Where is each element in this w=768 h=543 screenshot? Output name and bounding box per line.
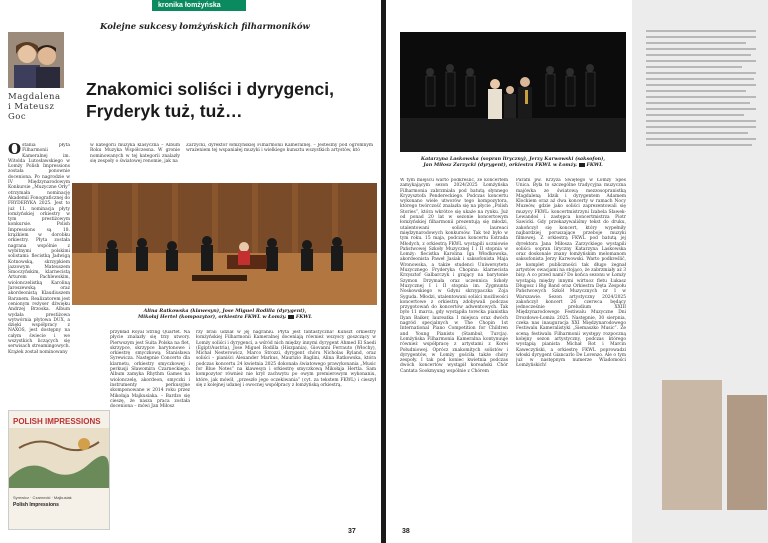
- camera-icon: [288, 315, 294, 319]
- caption-1-line-1: Alina Ratkowska (klawesyn), Jose Miguel Rodilla (dyrygent),: [143, 308, 307, 314]
- album-cover-subtitle: Syrewicz · Czarnecki · Majkusiak: [13, 495, 72, 500]
- caption-2-line-2: Jan Miłosz Zarzycki (dyrygent), orkiestra FKWL w Łomży.: [423, 162, 578, 168]
- section-tag: kronika łomżyńska: [152, 0, 246, 11]
- body-column-3: Zarzycki, dyrektor łomżyńskiej Filharmonii Kameralnej. – Jesteśmy pod ogromnym wrażeniem tej wspaniałej muzyki i wielkiego kunsztu wszystkich artystów, któ: [186, 143, 373, 154]
- drop-cap: O: [8, 143, 22, 158]
- author-photo: [8, 32, 64, 88]
- title-line-1: Znakomici soliści i dyrygenci,: [86, 79, 335, 99]
- author-last: Goc: [8, 112, 27, 122]
- caption-photo-1: [110, 308, 340, 320]
- photo-concert-orchestra: [400, 32, 626, 152]
- body-column-1: [8, 143, 70, 408]
- next-page-edge: [632, 0, 768, 543]
- album-cover-footer: Polish Impressions: [13, 502, 59, 508]
- caption-photo-2: [400, 156, 626, 168]
- left-page: [0, 0, 381, 543]
- body-column-6: W tym miejscu warto podkreślić, że koncertem zamykającym sezon 2024/2025 Łomżyńska Filharmonia zabrzmiała pod batutą słynnego Kryzysztofa Pendereckiego. Podczas koncertu wykonano wiele utworów tego kompozytora, którego twórczość znalazła się na płycie „Polish Stories”, która wkrótce się ukaże na rynku. Już od ponad 20 lat w sezonie koncertowym łomżyńskiej filharmonii prezentują się młodzi, utalentowani soliści, laureaci międzynarodowych konkursów. Tak też było w tym roku. 15 maja, podczas koncertu Estrada Młodych, z orkiestrą FKWL wystąpili uczniowie Państwowej Szkoły Muzycznej I i II stopnia w Łomży: flecistka Karolina Iga Włodkowska, akordeonista Paweł Jasiak i saksofonista Maja Wronowska, a także studenci Uniwersytetu Muzycznego Fryderyka Chopina: klarnecista Krzysztof Galbarczyk i grający na barytonie Szymon Drzymała oraz uczennica Szkoły Muzycznej I i II stopnia im. Zygmunta Noskowskiego w Gdyni skrzypaczka Zoja Syguda. Młodzi, utalentowani soliści możliwości koncertowe z orkiestrą zdobywali podczas przygotowań do koncertów adwentowych. Tak było 11 marca, gdy wystąpiła torecka pianistka Ilyan Baiker, laureatka I miejsca oraz dwóch nagród specjalnych w The Chopin 1st International Piano Competition for Children and Young Pianists (Stambuł, Turcja). Łomżyńska Filharmonia Kameralna kontynuuje również współpracę z artystami z Korei Południowej. Oprócz znakomitych solistów i dyrygentów, w Łomży gościła także chóry zespoły. I tak pod koniec kwietnia podczas dwóch koncertów wystąpił koreański Chór Cantata Sookmyung wspólnie z Chórem: [400, 178, 508, 374]
- page-number-right: 38: [402, 528, 410, 535]
- caption-1-line-2: Mikołaj Hertel (kompozytor), orkiestra FKWL w Łomży.: [138, 314, 287, 320]
- author-first: Magdalena: [8, 92, 61, 102]
- page-number-left: 37: [348, 528, 356, 535]
- right-page: [386, 0, 632, 543]
- caption-2-credit: FKWL: [586, 162, 603, 168]
- body-column-7: Parafii pw. Krzyża Świętego w Łomży Spes Unica. Była to szczególne tradycyjna muzyczna majówka ze światową mezzosopranistką Magdaleną Idzik i dyrygentem Adamem Klockiem oraz aż dwa koncerty w ramach Nocy Muzeów, gdzie jako soliści zaprezentowali się muzycy FKWL: koncertmistrzyni Izabela Sławek-Lewandoś i zastępca koncertmistrza Piotr Sawicki. Gdy przekazywaliśmy tekst do druku, zakończył się koncert, który wypełniły najbardziej poruszające przeboje muzyki filmowej. Z orkiestrą FKWL pod batutą jej dyrektora Jana Miłosza Zarzyckiego wystąpili soliści: sopran liryczny Katarzyna Laskowska oraz doskonale znany łomżyńskim melomanom saksofonista Jerzy Karwowski. Warto podkreślić, że komplet publiczności tak długo żegnał artystów owacjami na stojąco, że zabrzmiały aż 3 bisy. A co przed nami? Do końca sezonu w Łomży wystąpią między innymi wirtuoz fletu Łukasz Długosz i Big Band oraz Orkiestra Dęta Zespołu Państwowych Szkół Muzycznych nr 1 w Warszawie. Sezon artystyczny 2024/2025 zakończył koncert 26 czerwca będący jednocześnie preludium XXIII Międzynarodowego Festiwalu Muzyczne Dni Drozdowo-Łomża 2025. Następnie, 30 sierpnia, czeka nas inauguracja XXI Międzynarodowego Festiwalu Kameralistyki „Siemaszko Music”. Ze sceną festiwalu Filharmonii występy rozpoczną kolejny sezon artystyczny, podczas którego wystąpią pianista Michał Rot i Marcin Kaweczyński, a orkiestrę FKWL poprowadzi włoski dyrygent Giancarlo De Lorenzo. Ale o tym już w następnym numerze Wiadomości Łomżyńskich!: [516, 178, 626, 369]
- camera-icon: [579, 163, 585, 167]
- title-line-2: Fryderyk tuż, tuż…: [86, 101, 243, 121]
- author-name: [8, 92, 68, 122]
- photo-concert-harpsichord: [72, 183, 377, 305]
- author-second: i Mateusz: [8, 102, 55, 112]
- body-column-4: przykład Royal String Quartet. Na płycie znalazły się trzy utwory. Pierwszym jest Suita Polska na flet, skrzypce, skrzypce barytonowe i orkiestrę smyczkową Stanisława Syrewicza. Następnie Concerto dla klarnetu, orkiestry smyczkowej i perkusji Sławomira Czarneckiego. Album zamyka Rhythm Games na wiolonczelę, akordeon, smyczki i instrumenty perkusyjne skomponowane w 2014 roku przez Mikołaja Majkusiaka. – Bardzo się cieszę, że nasza praca została doceniona – mówi Jan Miłosz: [110, 330, 190, 410]
- article-title: [86, 78, 376, 122]
- body-column-2: w kategorii muzyka klasyczna – Album Roku Muzyka Współczesna. W gronie nominowanych w tej kategorii znalazły się zespoły o światowej renomie, jak na: [90, 143, 180, 164]
- caption-2-line-1: Katarzyna Laskowska (sopran liryczny), Jerzy Karwowski (saksofon),: [420, 156, 606, 162]
- album-cover: [8, 410, 110, 530]
- album-cover-art: [9, 428, 109, 488]
- caption-1-credit: FKWL: [295, 314, 312, 320]
- album-cover-title: POLISH IMPRESSIONS: [13, 417, 101, 426]
- series-title: Kolejne sukcesy łomżyńskich filharmoników: [100, 22, 310, 32]
- body-column-5: rzy brali udział w jej nagraniu. Płyta jest fantastyczna! Kunszt orkiestry łomżyńskiej Filharmonii Kameralnej doceniają również wszyscy goszczący w Łomży soliści i dyrygenci, a wśród nich między innymi dyrygent Ahmed El Saedi (Egipt/Austria), Jose Miguel Rodilla (Hiszpania), Giovanni Ferrauto (Włochy), Michał Nesterowicz, Marco Strozzi, dyrygent chóru Nicholas Ryland, oraz soliści – pianiści Alexander Markus, Maurizio Baglini, Alina Ratkowska, która podczas koncertu 24 kwietnia 2025 dokonała światowego prawykonania „Music for Blue Notes” na klawesyn i orkiestrę smyczkową Mikołaja Hertla. Sam kompozytor również nie krył zachwytu po owym premierowym wykonaniu, które, jak mówił, „przeszło jego oczekiwania” (cyt. za tekstem FKWL) i cieszył się z kolejnej udanej i owocnej współpracy z łomżyńską orkiestrą.: [196, 330, 376, 388]
- body-text-1: stania płyta Filharmonii Kameralnej im. Witolda Lutosławskiego w Łomży Polish Impressions została ponownie doceniona. Po nagrodzie w IV Międzynarodowym Konkursie „Muzyczne Orły” otrzymała nominację Akademii Fonograficznej do FRYDERYKA 2025. Jest to już 11. nominacja płyty łomżyńskiej orkiestry w tym prestiżowym konkursie. Polish Impressions są 18. krążkiem w dorobku orkiestry. Płyta została nagrana wspólnie z wybitnymi polskimi solistami: flecistką Jadwigą Kotnowską, skrzypkiem jazzowym Mateuszem Smoczyńskim, klarnecistą Arturem Pachlewskim, wiolonczelistką Karoliną Jaroszewską oraz akordeonistą Klaudiuszem Baranem. Realizatorem jest cenionym reżyser dźwięku Andrzej Brzoska. Album wydała prestiżowa wytwórnia płytowa DUX, a dzięki współpracy z NAXOS, jest dostępny na całym świecie i we wszystkich liczących się serwisach streamingowych. Krążek został nominowany: [8, 143, 70, 355]
